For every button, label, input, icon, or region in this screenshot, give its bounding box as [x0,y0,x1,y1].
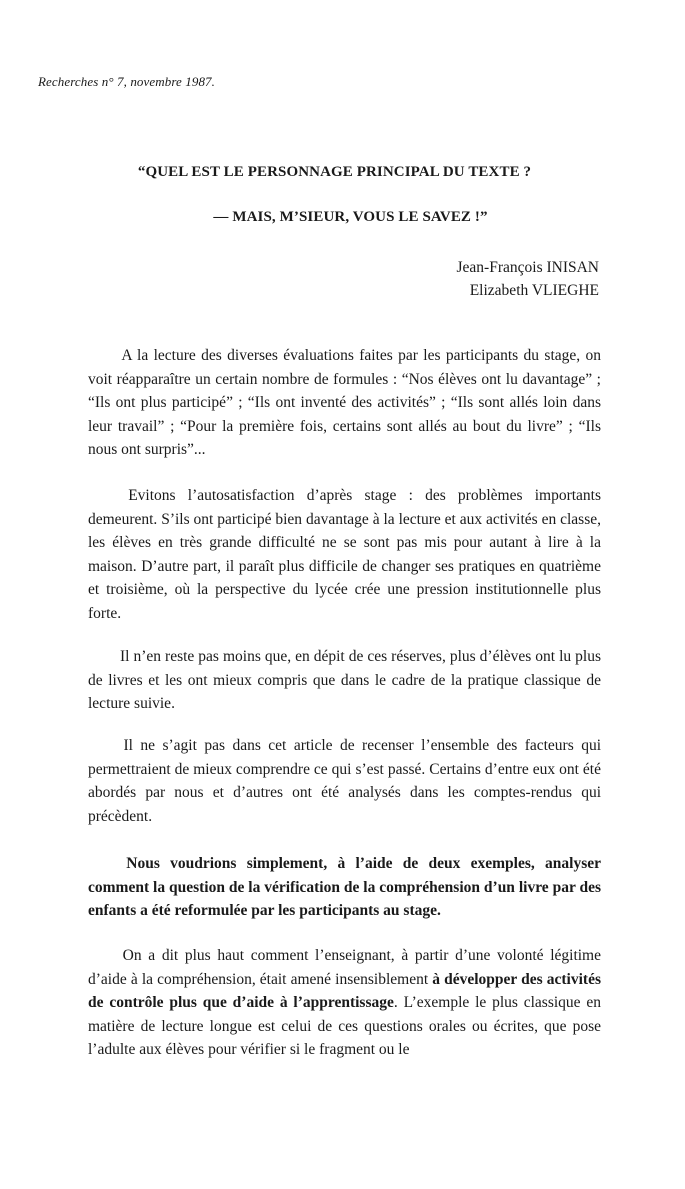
article-title-line-1: “QUEL EST LE PERSONNAGE PRINCIPAL DU TEXTE ? [137,164,532,180]
paragraph-text: Il ne s’agit pas dans cet article de recenser l’ensemble des facteurs qui permettraient de mieux comprendre ce qui s’est passé. Certains d’entre eux ont été abordés par nous et d’autres ont été analysés dans les comptes-rendus qui précèdent. [88,737,601,825]
paragraph [88,645,601,716]
paragraph [88,734,601,828]
article-title-line-2: — MAIS, M’SIEUR, VOUS LE SAVEZ !” [213,209,488,225]
paragraph-text: Nous voudrions simplement, à l’aide de deux exemples, analyser comment la question de la vérification de la compréhension d’un livre par des enfants a été reformulée par les participants au stage. [88,855,601,920]
paragraph-text-end: . L’exemple le plus classique en matière de lecture longue est celui de ces questions orales ou écrites, que pose l’adulte aux élèves pour vérifier si le fragment ou le [88,994,601,1059]
authors-block [457,256,599,302]
paragraph-text: A la lecture des diverses évaluations faites par les participants du stage, on voit réapparaître un certain nombre de formules : “Nos élèves ont lu davantage” ; “Ils ont plus participé” ; “Ils ont inventé des activités” ; “Ils sont allés loin dans leur travail” ; “Pour la première fois, certains sont allés au bout du livre” ; “Ils nous ont surpris”... [88,347,601,459]
author-name: Elizabeth VLIEGHE [469,282,599,299]
paragraph-text: Il n’en reste pas moins que, en dépit de ces réserves, plus d’élèves ont lu plus de livres et les ont mieux compris que dans le cadre de la pratique classique de lecture suivie. [88,648,602,713]
bold-paragraph [88,852,601,923]
paragraph [88,344,601,462]
paragraph-text-start: On a dit plus haut comment l’enseignant, à partir d’une volonté légitime d’aide à la compréhension, était amené insensiblement [88,947,601,988]
paragraph [88,944,601,1062]
paragraph [88,484,601,626]
journal-reference: Recherches n° 7, novembre 1987. [38,74,216,89]
paragraph-emphasis: à développer des activités de contrôle plus que d’aide à l’apprentissage [88,970,601,1012]
author-name: Jean-François INISAN [456,259,599,276]
paragraph-text: Evitons l’autosatisfaction d’après stage : des problèmes importants demeurent. S’ils ont participé bien davantage à la lecture et aux activités en classe, les élèves en très grande difficulté ne se sont pas mis pour autant à lire à la maison. D’autre part, il paraît plus difficile de changer ses pratiques en quatrième et troisième, où la perspective du lycée crée une pression institutionnelle plus forte. [88,487,601,622]
